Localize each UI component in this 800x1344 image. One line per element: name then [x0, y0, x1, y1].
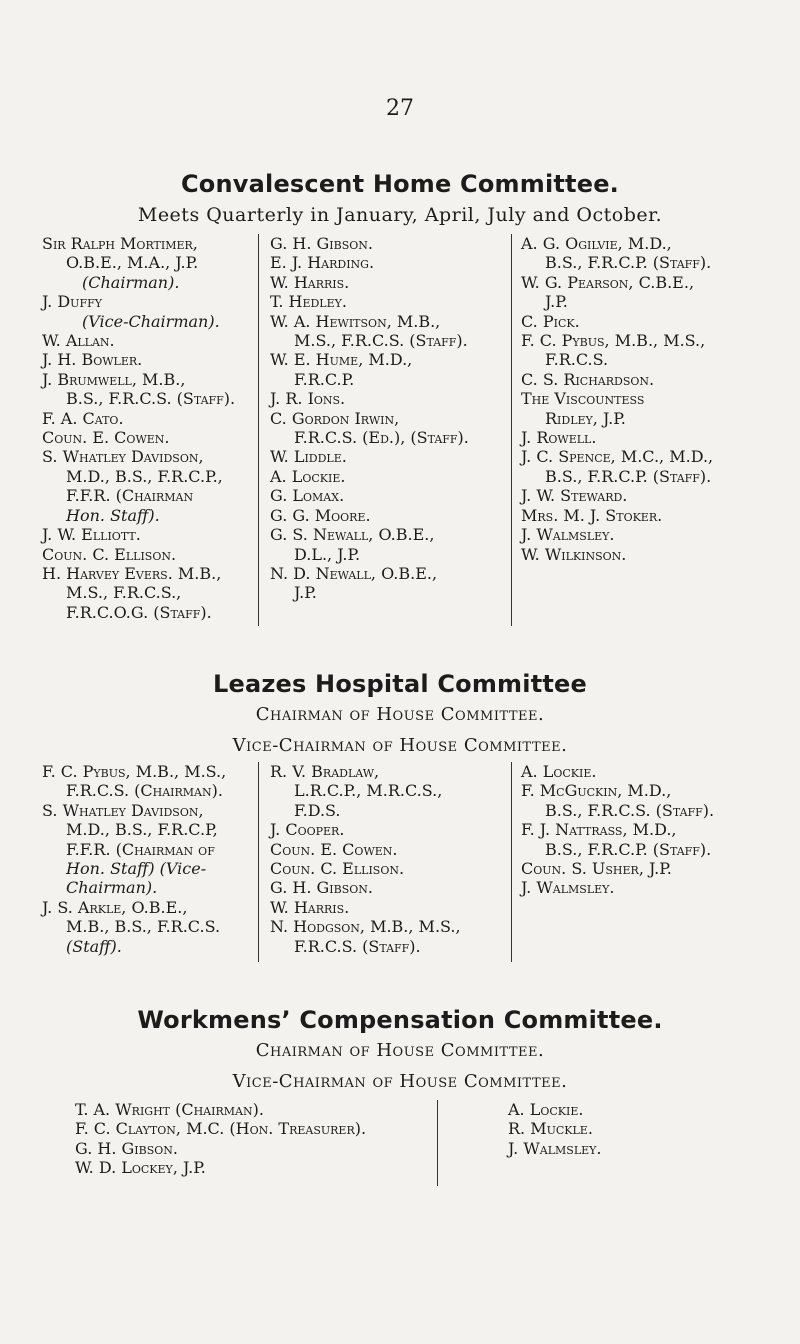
member-line: T. A. Wright (Chairman). — [75, 1100, 264, 1119]
member-line: S. Whatley Davidson, — [42, 447, 204, 467]
section-title-leazes: Leazes Hospital Committee — [212, 670, 587, 698]
member-line: W. G. Pearson, C.B.E., — [521, 272, 695, 292]
member-line: F. J. Nattrass, M.D., — [521, 820, 677, 840]
workmens-column-2 — [508, 1100, 602, 1158]
member-line: W. E. Hume, M.D., — [270, 350, 413, 370]
convalescent-column-2 — [270, 234, 469, 603]
member-line: Hon. Staff) (Vice- — [66, 859, 207, 879]
chairman-of-house-committee: Chairman of House Committee. — [255, 1040, 545, 1061]
member-line: Coun. E. Cowen. — [270, 839, 398, 859]
member-line: Coun. C. Ellison. — [270, 859, 405, 879]
member-line: Sir Ralph Mortimer, — [42, 234, 198, 253]
member-line: A. Lockie. — [521, 762, 597, 781]
member-line: J. C. Spence, M.C., M.D., — [521, 447, 714, 467]
workmens-column-1 — [75, 1100, 366, 1178]
member-line: J. Walmsley. — [521, 525, 615, 545]
member-line: C. Pick. — [521, 311, 580, 331]
member-line: C. Gordon Irwin, — [270, 408, 400, 428]
member-line: G. Lomax. — [270, 486, 345, 506]
member-line: Coun. C. Ellison. — [42, 544, 177, 564]
member-line: N. D. Newall, O.B.E., — [270, 563, 438, 583]
member-line: G. H. Gibson. — [270, 234, 373, 253]
section-title-convalescent: Convalescent Home Committee. — [180, 170, 619, 198]
member-line: W. D. Lockey, J.P. — [75, 1158, 206, 1178]
member-line: W. Liddle. — [270, 447, 347, 467]
member-line: G. H. Gibson. — [270, 878, 373, 898]
member-line: W. Wilkinson. — [521, 544, 627, 564]
member-line: G. H. Gibson. — [75, 1138, 178, 1158]
member-line: G. S. Newall, O.B.E., — [270, 525, 435, 545]
member-line: L.R.C.P., M.R.C.S., — [294, 781, 443, 801]
member-line: B.S., F.R.C.P. (Staff). — [545, 253, 712, 273]
member-line: Ridley, J.P. — [545, 408, 626, 428]
member-line: F.F.R. (Chairman of — [66, 839, 215, 859]
member-line: F.R.C.O.G. (Staff). — [66, 602, 212, 622]
member-line: G. G. Moore. — [270, 505, 371, 525]
member-line: F.R.C.S. (Ed.), (Staff). — [294, 428, 469, 448]
member-line: The Viscountess — [521, 389, 645, 409]
column-divider — [511, 234, 512, 626]
member-line: F.R.C.S. — [545, 350, 609, 370]
column-divider — [511, 762, 512, 962]
member-line: Chairman). — [66, 878, 158, 898]
member-line: J. R. Ions. — [270, 389, 346, 409]
member-line: Hon. Staff). — [66, 505, 160, 525]
column-divider — [258, 234, 259, 626]
member-line: (Vice-Chairman). — [82, 311, 220, 331]
page-number: 27 — [386, 96, 414, 121]
member-line: F. A. Cato. — [42, 408, 124, 428]
member-line: A. Lockie. — [270, 466, 346, 486]
member-line: R. Muckle. — [508, 1119, 593, 1139]
member-line: F.D.S. — [294, 800, 341, 820]
member-line: M.D., B.S., F.R.C.P., — [66, 466, 223, 486]
member-line: J. H. Bowler. — [42, 350, 143, 370]
member-line: O.B.E., M.A., J.P. — [66, 253, 199, 273]
member-line: M.S., F.R.C.S. (Staff). — [294, 331, 468, 351]
member-line: J. Walmsley. — [521, 878, 615, 898]
column-divider — [258, 762, 259, 962]
member-line: F.R.C.S. (Staff). — [294, 936, 421, 956]
member-line: S. Whatley Davidson, — [42, 800, 204, 820]
member-line: T. Hedley. — [270, 292, 347, 312]
member-line: B.S., F.R.C.P. (Staff). — [545, 839, 712, 859]
member-line: Coun. E. Cowen. — [42, 428, 170, 448]
member-line: W. Harris. — [270, 897, 350, 917]
member-line: F.R.C.S. (Chairman). — [66, 781, 223, 801]
convalescent-column-3 — [521, 234, 713, 564]
vice-chairman-of-house-committee: Vice-Chairman of House Committee. — [232, 1071, 568, 1092]
meeting-schedule: Meets Quarterly in January, April, July and October. — [137, 204, 663, 226]
member-line: W. A. Hewitson, M.B., — [270, 311, 441, 331]
member-line: B.S., F.R.C.S. (Staff). — [66, 389, 236, 409]
member-line: W. Allan. — [42, 331, 115, 351]
member-line: N. Hodgson, M.B., M.S., — [270, 917, 461, 937]
member-line: (Staff). — [66, 936, 122, 956]
member-line: J. Walmsley. — [508, 1138, 602, 1158]
member-line: F. McGuckin, M.D., — [521, 781, 672, 801]
convalescent-column-1 — [42, 234, 235, 622]
member-line: J. Rowell. — [521, 428, 597, 448]
member-line: J. Duffy — [42, 292, 102, 312]
member-line: J. Brumwell, M.B., — [42, 369, 186, 389]
member-line: H. Harvey Evers. M.B., — [42, 563, 222, 583]
chairman-of-house-committee: Chairman of House Committee. — [255, 704, 545, 725]
member-line: F. C. Clayton, M.C. (Hon. Treasurer). — [75, 1119, 367, 1139]
member-line: W. Harris. — [270, 272, 350, 292]
member-line: F. C. Pybus, M.B., M.S., — [42, 762, 227, 781]
leazes-column-3 — [521, 762, 714, 898]
member-line: M.S., F.R.C.S., — [66, 583, 182, 603]
leazes-column-2 — [270, 762, 461, 956]
member-line: (Chairman). — [82, 272, 180, 292]
column-divider — [437, 1100, 438, 1186]
member-line: M.B., B.S., F.R.C.S. — [66, 917, 221, 937]
member-line: J. W. Elliott. — [42, 525, 141, 545]
member-line: F.F.R. (Chairman — [66, 486, 194, 506]
vice-chairman-of-house-committee: Vice-Chairman of House Committee. — [232, 735, 568, 756]
member-line: J.P. — [294, 583, 317, 603]
member-line: B.S., F.R.C.P. (Staff). — [545, 466, 712, 486]
leazes-column-1 — [42, 762, 226, 956]
member-line: E. J. Harding. — [270, 253, 375, 273]
section-title-workmens: Workmens’ Compensation Committee. — [137, 1006, 663, 1034]
member-line: Mrs. M. J. Stoker. — [521, 505, 663, 525]
member-line: R. V. Bradlaw, — [270, 762, 380, 781]
member-line: F. C. Pybus, M.B., M.S., — [521, 331, 706, 351]
member-line: A. G. Ogilvie, M.D., — [521, 234, 672, 253]
member-line: J. S. Arkle, O.B.E., — [42, 897, 188, 917]
member-line: B.S., F.R.C.S. (Staff). — [545, 800, 715, 820]
member-line: J. W. Steward. — [521, 486, 628, 506]
member-line: Coun. S. Usher, J.P. — [521, 859, 672, 879]
member-line: C. S. Richardson. — [521, 369, 655, 389]
member-line: A. Lockie. — [508, 1100, 584, 1119]
member-line: F.R.C.P. — [294, 369, 355, 389]
member-line: D.L., J.P. — [294, 544, 361, 564]
member-line: M.D., B.S., F.R.C.P, — [66, 820, 218, 840]
member-line: J. Cooper. — [270, 820, 345, 840]
member-line: J.P. — [545, 292, 568, 312]
